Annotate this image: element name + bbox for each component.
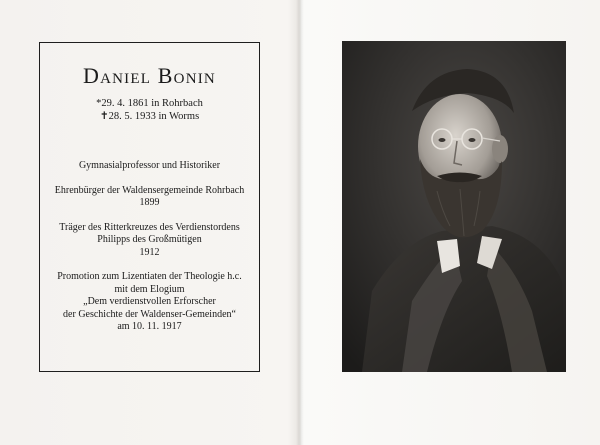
honor-doctorate-date: am 10. 11. 1917	[117, 321, 182, 332]
honor-doctorate-line-3: „Dem verdienstvollen Erforscher	[83, 296, 216, 307]
life-dates	[40, 97, 259, 123]
book-gutter	[296, 0, 304, 445]
person-name: Daniel Bonin	[83, 63, 216, 88]
profession	[40, 160, 259, 173]
honor-order-line-2: Philipps des Großmütigen	[97, 234, 202, 245]
birth-date: *29. 4. 1861 in Rohrbach	[96, 98, 203, 109]
honor-doctorate-line-4: der Geschichte der Waldenser-Gemeinden“	[63, 308, 236, 320]
honor-citizenship-year: 1899	[139, 197, 160, 208]
honor-citizenship-title: Ehrenbürger der Waldensergemeinde Rohrbach	[54, 184, 245, 196]
honor-citizenship	[40, 185, 259, 210]
honor-order-line-1: Träger des Ritterkreuzes des Verdienstordens	[59, 221, 240, 233]
honor-order-year: 1912	[139, 246, 160, 258]
honor-order	[40, 222, 259, 260]
portrait-photo	[342, 41, 566, 372]
honor-doctorate-line-2: mit dem Elogium	[114, 283, 185, 295]
portrait-photo-icon	[342, 41, 566, 372]
death-date: ✝28. 5. 1933 in Worms	[99, 111, 200, 122]
honor-doctorate	[40, 271, 259, 334]
profession-text: Gymnasialprofessor und Historiker	[78, 160, 221, 171]
honor-doctorate-line-1: Promotion zum Lizentiaten der Theologie h.c.	[57, 271, 242, 282]
biography-frame	[39, 42, 260, 372]
